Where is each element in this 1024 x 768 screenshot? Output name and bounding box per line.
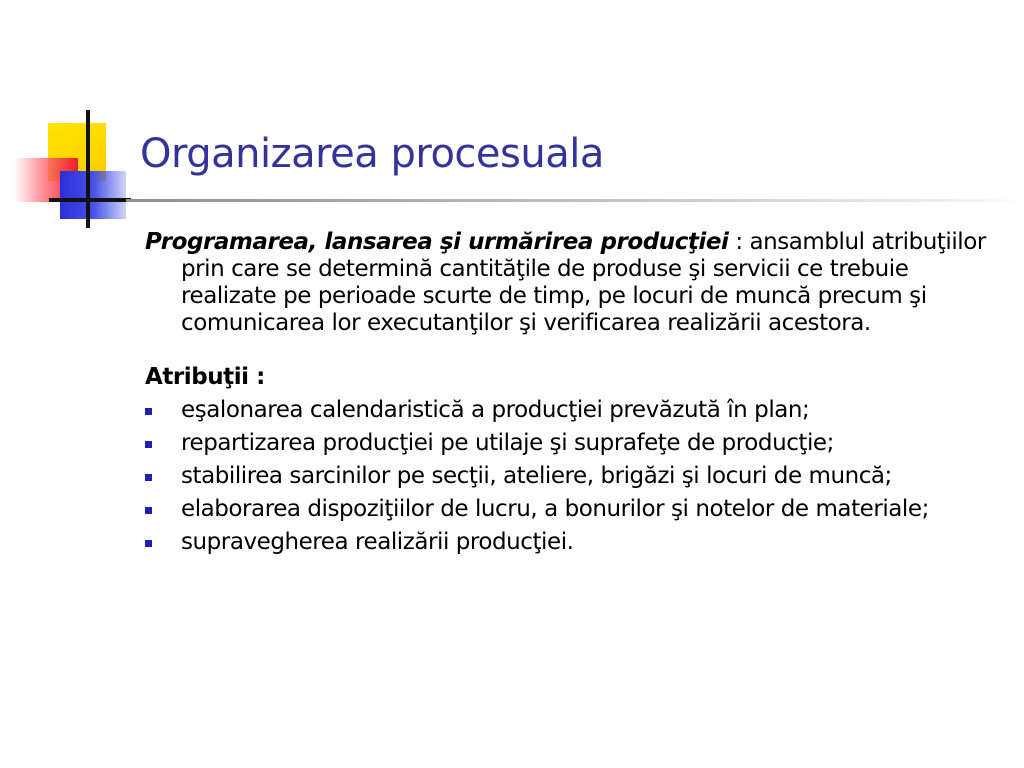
vertical-line-decoration bbox=[86, 110, 90, 228]
slide-body bbox=[145, 229, 995, 562]
definition-text: ansamblul atribuţiilor prin care se determină cantităţile de produse şi servicii ce trebuie realizate pe perioade scurte de timp, pe locuri de muncă precum şi comunicarea lor executanţilor şi verificarea realizării acestora. bbox=[181, 229, 986, 336]
horizontal-line-decoration bbox=[49, 198, 131, 202]
list-item bbox=[145, 397, 995, 424]
list-item bbox=[145, 463, 995, 490]
list-item-text: elaborarea dispoziţiilor de lucru, a bonurilor şi notelor de materiale; bbox=[181, 496, 929, 522]
square-bullet-icon bbox=[145, 441, 152, 448]
list-item-text: supravegherea realizării producţiei. bbox=[181, 529, 574, 555]
slide-title: Organizarea procesuala bbox=[140, 131, 604, 177]
blue-square-decoration bbox=[60, 171, 126, 219]
definition-separator: : bbox=[728, 229, 750, 255]
list-item bbox=[145, 529, 995, 556]
attributes-list bbox=[145, 397, 995, 556]
list-item bbox=[145, 430, 995, 457]
definition-term: Programarea, lansarea şi urmărirea producţiei bbox=[145, 229, 729, 255]
title-underline-rule bbox=[126, 199, 1024, 202]
square-bullet-icon bbox=[145, 540, 152, 547]
list-item bbox=[145, 496, 995, 523]
list-item-text: stabilirea sarcinilor pe secţii, ateliere, brigăzi şi locuri de muncă; bbox=[181, 463, 892, 489]
list-item-text: repartizarea producţiei pe utilaje şi suprafeţe de producţie; bbox=[181, 430, 834, 456]
square-bullet-icon bbox=[145, 474, 152, 481]
list-item-text: eşalonarea calendaristică a producţiei prevăzută în plan; bbox=[181, 397, 810, 423]
attributes-heading: Atribuţii : bbox=[145, 364, 265, 390]
square-bullet-icon bbox=[145, 507, 152, 514]
square-bullet-icon bbox=[145, 408, 152, 415]
definition-paragraph bbox=[145, 229, 995, 337]
